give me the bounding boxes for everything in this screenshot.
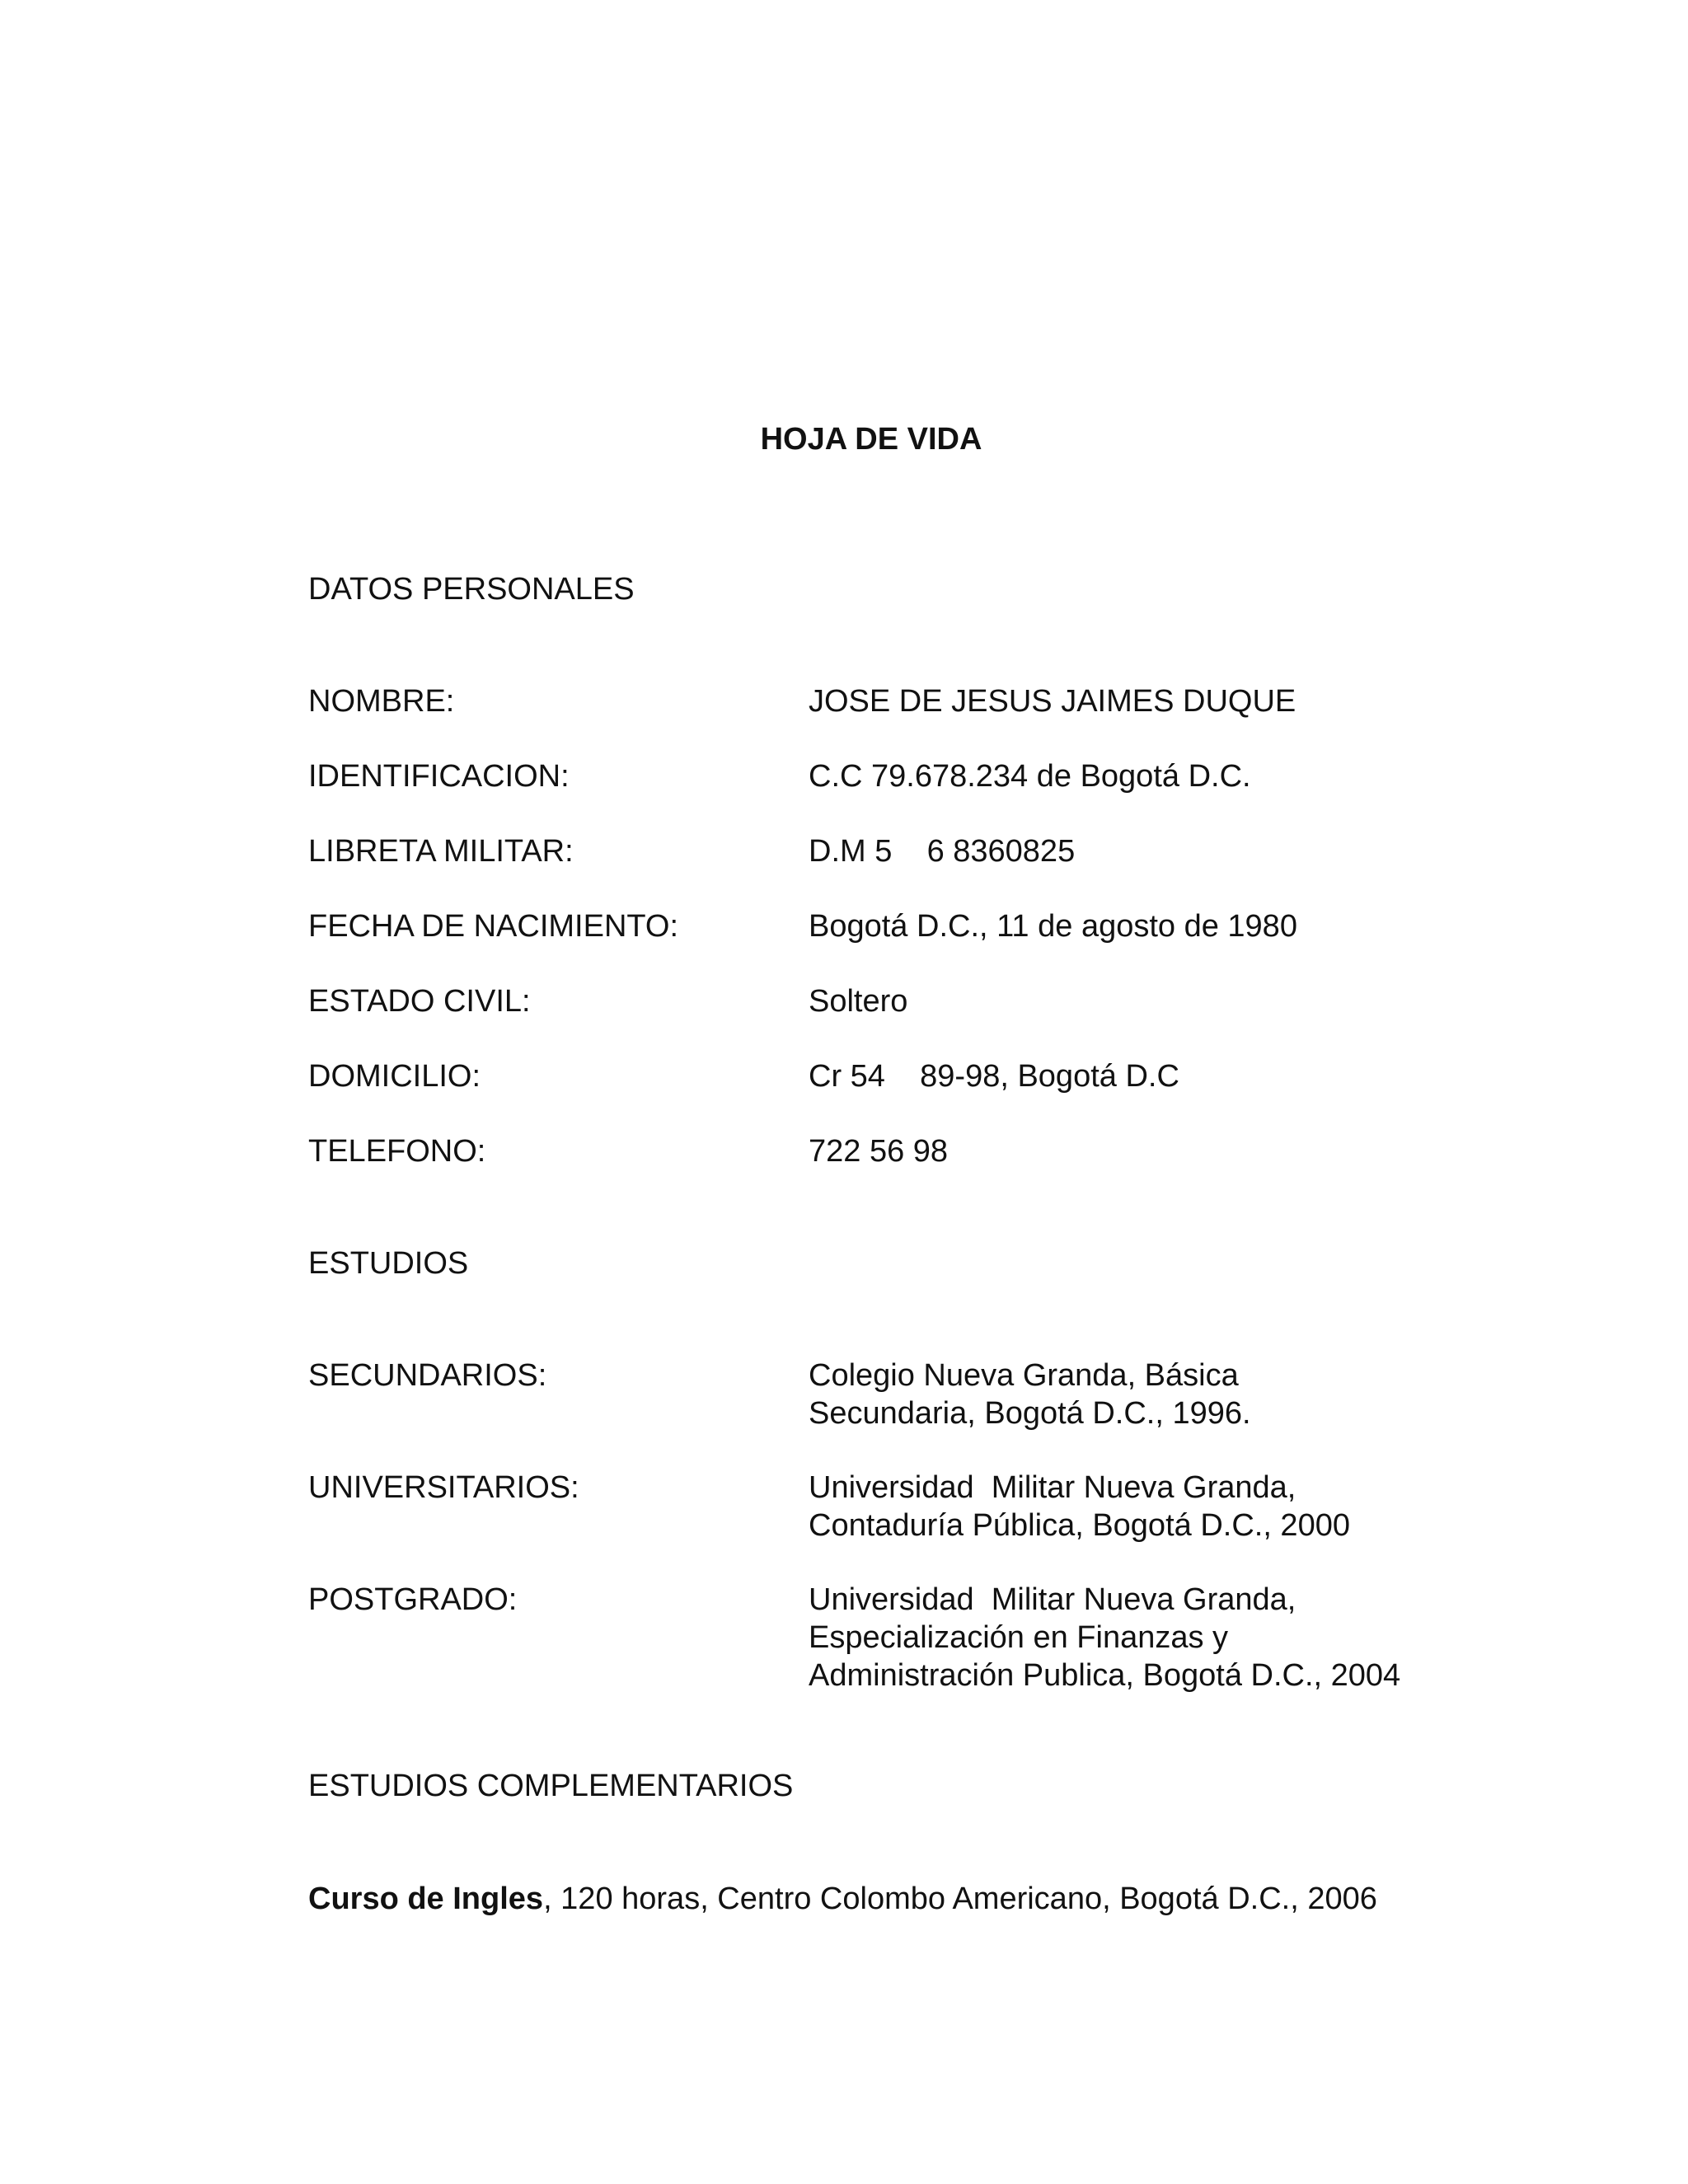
section-heading-studies: ESTUDIOS — [308, 1246, 469, 1281]
field-value-name: JOSE DE JESUS JAIMES DUQUE — [809, 684, 1296, 719]
field-value-line: Secundaria, Bogotá D.C., 1996. — [809, 1396, 1251, 1431]
field-label-phone: TELEFONO: — [308, 1134, 486, 1169]
field-label-birth-date: FECHA DE NACIMIENTO: — [308, 909, 679, 944]
field-label-military-id: LIBRETA MILITAR: — [308, 834, 574, 869]
field-label-secondary: SECUNDARIOS: — [308, 1358, 547, 1393]
field-value-secondary — [809, 1357, 1251, 1432]
field-label-postgraduate: POSTGRADO: — [308, 1582, 518, 1617]
section-heading-personal: DATOS PERSONALES — [308, 572, 635, 607]
field-value-university — [809, 1469, 1350, 1544]
field-value-line: Especialización en Finanzas y — [809, 1620, 1229, 1655]
field-value-line: Administración Publica, Bogotá D.C., 2004 — [809, 1658, 1401, 1693]
field-value-address: Cr 54 89-98, Bogotá D.C — [809, 1059, 1179, 1094]
field-label-identification: IDENTIFICACION: — [308, 759, 570, 794]
field-value-identification: C.C 79.678.234 de Bogotá D.C. — [809, 759, 1251, 794]
field-value-line: Universidad Militar Nueva Granda, — [809, 1582, 1296, 1617]
field-value-line: Universidad Militar Nueva Granda, — [809, 1470, 1296, 1505]
field-label-university: UNIVERSITARIOS: — [308, 1470, 579, 1505]
field-label-civil-status: ESTADO CIVIL: — [308, 984, 531, 1019]
course-entry — [308, 1880, 1377, 1918]
field-label-address: DOMICILIO: — [308, 1059, 481, 1094]
field-value-phone: 722 56 98 — [809, 1134, 949, 1169]
section-heading-complementary: ESTUDIOS COMPLEMENTARIOS — [308, 1769, 794, 1803]
field-value-civil-status: Soltero — [809, 984, 908, 1019]
document-title: HOJA DE VIDA — [760, 422, 982, 457]
field-value-line: Colegio Nueva Granda, Básica — [809, 1358, 1239, 1393]
course-details: , 120 horas, Centro Colombo Americano, Bogotá D.C., 2006 — [543, 1882, 1377, 1916]
field-value-birth-date: Bogotá D.C., 11 de agosto de 1980 — [809, 909, 1297, 944]
field-value-military-id: D.M 5 6 8360825 — [809, 834, 1076, 869]
field-label-name: NOMBRE: — [308, 684, 455, 719]
field-value-postgraduate — [809, 1581, 1400, 1694]
field-value-line: Contaduría Pública, Bogotá D.C., 2000 — [809, 1508, 1350, 1543]
course-name: Curso de Ingles — [308, 1882, 544, 1916]
